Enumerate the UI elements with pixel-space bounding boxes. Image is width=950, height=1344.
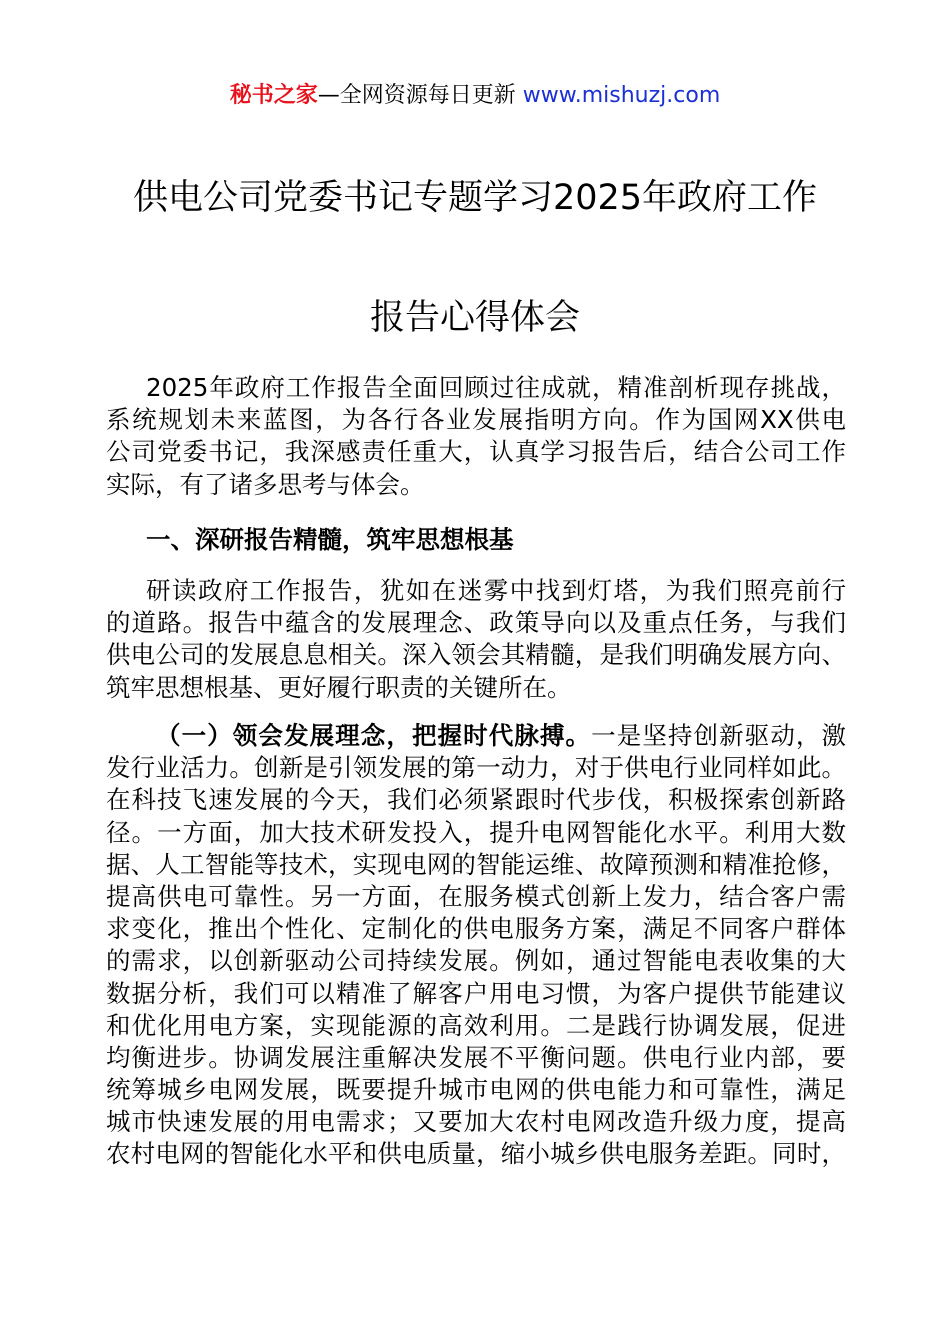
paragraph-line: 的道路。报告中蕴含的发展理念、政策导向以及重点任务，与我们: [106, 608, 846, 638]
paragraph-line: 数据分析，我们可以精准了解客户用电习惯，为客户提供节能建议: [106, 978, 846, 1008]
document-title-line-1: 供电公司党委书记专题学习2025年政府工作: [132, 178, 818, 218]
paragraph-line: 据、人工智能等技术，实现电网的智能运维、故障预测和精准抢修，: [106, 849, 846, 879]
site-url[interactable]: www.mishuzj.com: [522, 83, 721, 108]
section-heading-1: 一、深研报告精髓，筑牢思想根基: [146, 525, 514, 554]
paragraph-line: 研读政府工作报告，犹如在迷雾中找到灯塔，为我们照亮前行: [146, 576, 846, 605]
paragraph-line: 系统规划未来蓝图，为各行各业发展指明方向。作为国网XX供电: [106, 405, 846, 435]
paragraph-line: 求变化，推出个性化、定制化的供电服务方案，满足不同客户群体: [106, 914, 846, 944]
paragraph-line: 和优化用电方案，实现能源的高效利用。二是践行协调发展，促进: [106, 1010, 846, 1040]
paragraph-line: 统筹城乡电网发展，既要提升城市电网的供电能力和可靠性，满足: [106, 1075, 846, 1105]
paragraph-line: 筑牢思想根基、更好履行职责的关键所在。: [106, 672, 572, 702]
paragraph-lead-text: 一是坚持创新驱动，激: [591, 721, 847, 750]
paragraph-line: 实际，有了诸多思考与体会。: [106, 469, 425, 499]
paragraph-line: 提高供电可靠性。另一方面，在服务模式创新上发力，结合客户需: [106, 881, 846, 911]
paragraph-line: 发行业活力。创新是引领发展的第一动力，对于供电行业同样如此。: [106, 753, 846, 783]
paragraph-line: 均衡进步。协调发展注重解决发展不平衡问题。供电行业内部，要: [106, 1042, 846, 1072]
paragraph-line: 公司党委书记，我深感责任重大，认真学习报告后，结合公司工作: [106, 437, 846, 467]
paragraph-line: 径。一方面，加大技术研发投入，提升电网智能化水平。利用大数: [106, 817, 846, 847]
paragraph-subsection-1: [106, 720, 846, 1171]
paragraph-intro: [106, 372, 846, 501]
paragraph-line: 的需求，以创新驱动公司持续发展。例如，通过智能电表收集的大: [106, 946, 846, 976]
document-title-line-2: 报告心得体会: [369, 298, 580, 338]
paragraph-line: 农村电网的智能化水平和供电质量，缩小城乡供电服务差距。同时，: [106, 1139, 846, 1169]
site-header: [0, 80, 950, 112]
paragraph-line: 城市快速发展的用电需求；又要加大农村电网改造升级力度，提高: [106, 1107, 846, 1137]
site-tagline: —全网资源每日更新: [317, 83, 516, 108]
paragraph-line-lead: [106, 720, 846, 752]
paragraph-section-1-intro: [106, 575, 846, 704]
paragraph-line: 2025年政府工作报告全面回顾过往成就，精准剖析现存挑战，: [146, 373, 846, 402]
paragraph-line: 在科技飞速发展的今天，我们必须紧跟时代步伐，积极探索创新路: [106, 785, 846, 815]
subsection-heading: （一）领会发展理念，把握时代脉搏。: [156, 721, 592, 750]
paragraph-line: 供电公司的发展息息相关。深入领会其精髓，是我们明确发展方向、: [106, 640, 846, 670]
site-brand: 秘书之家: [229, 83, 318, 108]
